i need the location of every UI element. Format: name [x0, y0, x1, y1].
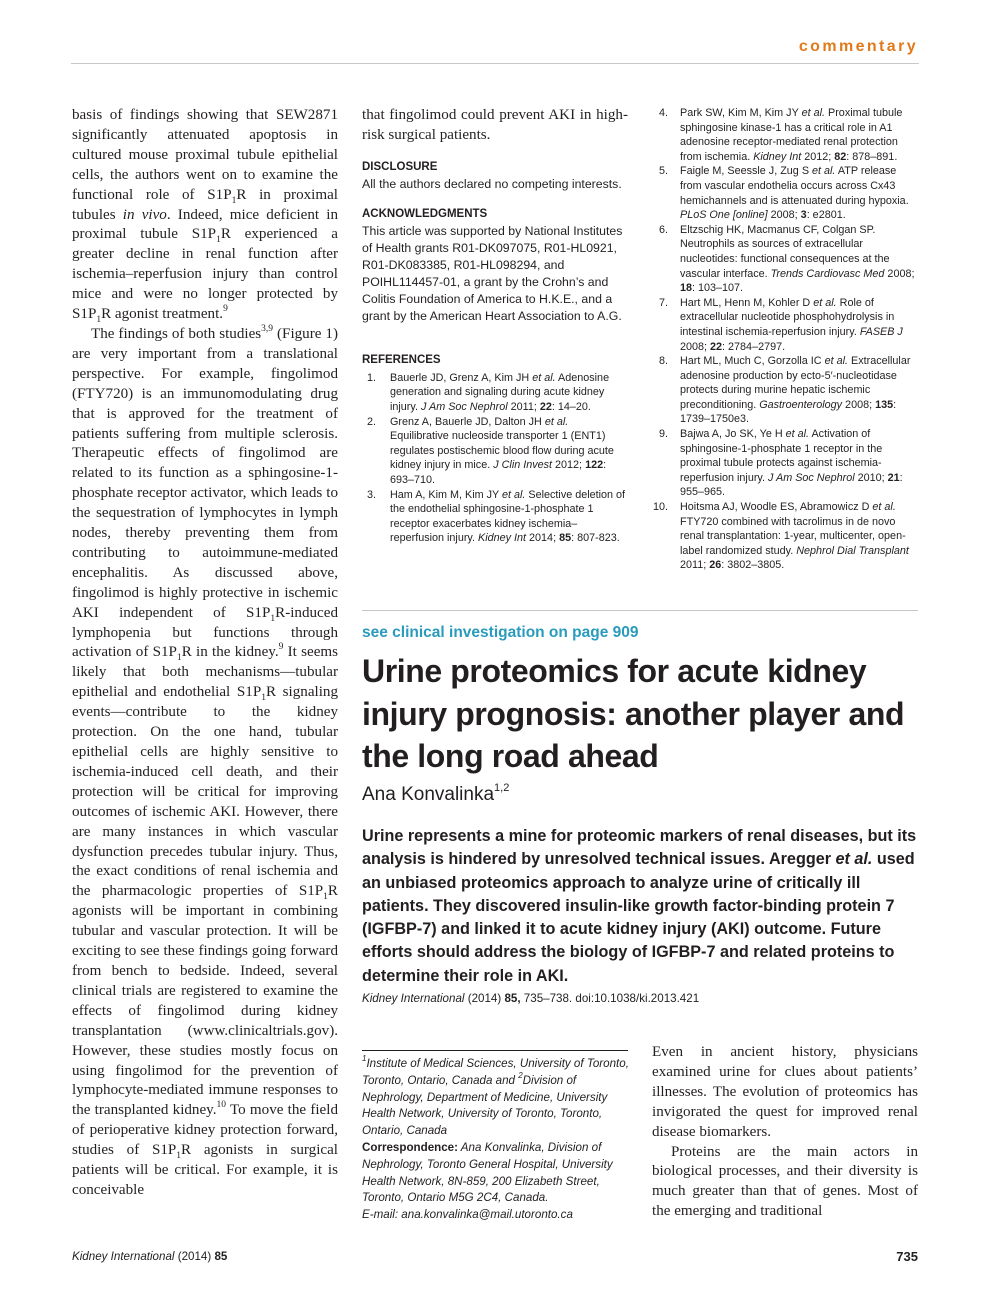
correspondence-email[interactable]: E-mail: ana.konvalinka@mail.utoronto.ca [362, 1208, 573, 1222]
header-divider [71, 63, 919, 64]
reference-item: 7. Hart ML, Henn M, Kohler D et al. Role of extracellular nucleotide phosphohydrolysis in intestinal ischemia-reperfusion injury. FASEB J 2008; 22: 2784–2797. [658, 296, 903, 353]
disclosure-heading: DISCLOSURE [362, 160, 438, 173]
reference-item: 3. Ham A, Kim M, Kim JY et al. Selective deletion of the endothelial sphingosine-1-phosphate 1 receptor exacerbates kidney ischemia–reperfusion injury. Kidney Int 2014; 85: 807-823. [366, 488, 626, 545]
reference-item: 2. Grenz A, Bauerle JD, Dalton JH et al. Equilibrative nucleoside transporter 1 (ENT1) regulates postischemic blood flow during acute kidney injury in mice. J Clin Invest 2012; 122: 693–710. [366, 415, 614, 486]
reference-list-right [652, 106, 918, 573]
body-paragraph-2: Proteins are the main actors in biological processes, and their diversity is much greater than that of genes. Most of the emerging and traditional [652, 1143, 918, 1220]
body-paragraph-1: Even in ancient history, physicians examined urine for clues about patients’ illnesses. The evolution of proteomics has invigorated the quest for improved renal disease biomarkers. [652, 1044, 918, 1140]
acknowledgments-text: This article was supported by National Institutes of Health grants R01-DK097075, R01-HL0921, R01-DK083385, R01-HL098294, and POIHL114457-01, a grant by the Crohn’s and Colitis Foundation of America to H.K.E., and a grant by the American Heart Association to A.G. [362, 223, 623, 323]
acknowledgments-heading: ACKNOWLEDGMENTS [362, 207, 488, 220]
article-citation: Kidney International (2014) 85, 735–738. doi:10.1038/ki.2013.421 [362, 992, 700, 1005]
middle-column [362, 106, 628, 546]
left-paragraph-2: The findings of both studies$^{3,9}$ (Figure 1) are very important from a translational perspective. For example, fingolimod (FTY720) is an immunomodulating drug that is approved for the treatment of patients suffering from multiple sclerosis. Therapeutic effects of fingolimod are related to its function as a sphingosine-1-phosphate receptor activator, which leads to the sequestration of lymphocytes in lymph nodes, thereby preventing them from contributing to autoimmune-mediated encephalitis. As discussed above, fingolimod is highly protective in ischemic AKI independent of $S1P_1R$-induced lymphopenia but functions through activation of $S1P_1R$ in the kidney.$^9$ It seems likely that both mechanisms—tubular epithelial and endothelial $S1P_1R$ signaling events—contribute to the kidney protection. On the one hand, tubular epithelial cells are highly sensitive to ischemia-induced cell death, and their protection will be critical for improving outcomes of ischemic AKI. However, there are many instances in which vascular dysfunction precedes tubular injury. Thus, the exact conditions of renal ischemia and the pharmacologic properties of $S1P_1R$ agonists will be important in combining tubular and vascular protection. It will be exciting to see these findings going forward from bench to bedside. Indeed, several clinical trials are registered to examine the effects of fingolimod during kidney transplantation (www.clinicaltrials.gov). However, these studies mostly focus on using fingolimod for the prevention of lymphocyte-mediated immune responses to the transplanted kidney.$^{10}$ To move the field of perioperative kidney protection forward, studies of $S1P_1R$ agonists in surgical patients will be critical. For example, it is conceivable [72, 323, 339, 1198]
footer-page-number: 735 [896, 1249, 918, 1264]
reference-item: 9. Bajwa A, Jo SK, Ye H et al. Activation of sphingosine-1-phosphate 1 receptor in the proximal tubule protects against ischemia-reperfusion injury. J Am Soc Nephrol 2010; 21: 955–965. [658, 428, 903, 499]
references-heading: REFERENCES [362, 353, 441, 366]
reference-list-left [362, 371, 628, 546]
footer-journal: Kidney International (2014) 85 [72, 1250, 228, 1263]
affiliation-block: $^1$Institute of Medical Sciences, University of Toronto, Toronto, Ontario, Canada and $^2$Division of Nephrology, Department of Medicine, University Health Network, University of Toronto, Toronto, Ontario, Canada Correspondence: Ana Konvalinka, Division of Nephrology, Toronto General Hospital, University Health Network, 8N-859, 200 Elizabeth Street, Toronto, Ontario M5G 2C4, Canada. E-mail: ana.konvalinka@mail.utoronto.ca [362, 1054, 629, 1222]
reference-item: 5. Faigle M, Seessle J, Zug S et al. ATP release from vascular endothelia occurs across Cx43 hemichannels and is attenuated during hypoxia. PLoS One [online] 2008; 3: e2801. [658, 165, 909, 222]
section-divider [362, 610, 918, 611]
article-author: Ana Konvalinka$^{1,2}$ [362, 781, 510, 805]
reference-item: 1. Bauerle JD, Grenz A, Kim JH et al. Adenosine generation and signaling during acute kidney injury. J Am Soc Nephrol 2011; 22: 14–20. [366, 371, 610, 413]
left-paragraph-1: basis of findings showing that SEW2871 significantly attenuated apoptosis in cultured mouse proximal tubule epithelial cells, the authors went on to examine the functional role of $S1P_1R$ in proximal tubules in vivo. Indeed, mice deficient in proximal tubule $S1P_1R$ experienced a greater decline in renal function after ischemia–reperfusion injury than control mice and were no longer protected by $S1P_1R$ agonist treatment.$^9$ [72, 107, 339, 326]
section-label: commentary [798, 38, 918, 55]
see-clinical-investigation-link[interactable]: see clinical investigation on page 909 [362, 624, 639, 641]
reference-item: 8. Hart ML, Much C, Gorzolla IC et al. Extracellular adenosine production by ecto-5′-nucleotidase protects during murine hepatic ischemic preconditioning. Gastroenterology 2008; 135: 1739–1750e3. [658, 355, 911, 426]
affiliation-divider [362, 1050, 628, 1051]
article-body [652, 1043, 918, 1222]
article-abstract: Urine represents a mine for proteomic markers of renal diseases, but its analysis is hindered by unresolved technical issues. Aregger et al. used an unbiased proteomics approach to analyze urine of critically ill patients. They discovered insulin-like growth factor-binding protein 7 (IGFBP-7) and linked it to acute kidney injury (AKI) outcome. Future efforts should address the biology of IGFBP-7 and related proteins to determine their role in AKI. [362, 827, 917, 985]
article-title: Urine proteomics for acute kidney injury prognosis: another player and the long road ahead [362, 653, 905, 774]
left-column [72, 106, 338, 1201]
disclosure-text: All the authors declared no competing interests. [362, 176, 622, 191]
reference-item: 6. Eltzschig HK, Macmanus CF, Colgan SP. Neutrophils as sources of extracellular nucleotides: functional consequences at the vascular interface. Trends Cardiovasc Med 2008; 18: 103–107. [658, 223, 915, 295]
reference-item: 4. Park SW, Kim M, Kim JY et al. Proximal tubule sphingosine kinase-1 has a critical role in A1 adenosine receptor-mediated renal protection from ischemia. Kidney Int 2012; 82: 878–891. [658, 107, 903, 163]
middle-intro-text: that fingolimod could prevent AKI in high-risk surgical patients. [362, 107, 628, 143]
reference-item: 10. Hoitsma AJ, Woodle ES, Abramowicz D et al. FTY720 combined with tacrolimus in de novo renal transplantation: 1-year, multicenter, open-label randomized study. Nephrol Dial Transplant 2011; 26: 3802–3805. [652, 501, 909, 572]
